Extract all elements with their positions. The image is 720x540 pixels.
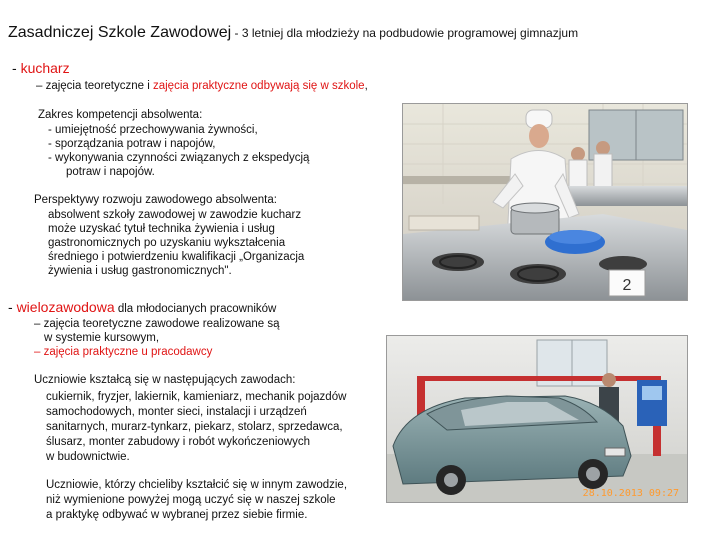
zawody-heading: Uczniowie kształcą się w następujących zawodach: <box>34 374 296 386</box>
zawody-line: cukiernik, fryzjer, lakiernik, kamieniarz, mechanik pojazdów <box>46 391 347 403</box>
perspektywy-heading: Perspektywy rozwoju zawodowego absolwenta: <box>34 194 277 206</box>
title-main: Zasadniczej Szkole Zawodowej <box>8 24 232 41</box>
title-sub: - 3 letniej dla młodzieży na podbudowie programowej gimnazjum <box>231 26 579 40</box>
kompetencje-item: - sporządzania potraw i napojów, <box>48 138 216 150</box>
inny-zawod-line: niż wymienione powyżej mogą uczyć się w naszej szkole <box>46 494 336 506</box>
zawody-line: ślusarz, monter zabudowy i robót wykończeniowych <box>46 436 310 448</box>
wielozawodowa-line: w systemie kursowym, <box>44 332 160 344</box>
kompetencje-item: potraw i napojów. <box>66 166 155 178</box>
garage-date-stamp: 28.10.2013 09:27 <box>582 488 679 499</box>
zawody-line: w budownictwie. <box>46 451 130 463</box>
kucharz-zajecia <box>36 79 368 94</box>
kucharz-name: kucharz <box>20 60 70 76</box>
wielozawodowa-line: – zajęcia praktyczne u pracodawcy <box>34 346 213 358</box>
perspektywy-item: może uzyskać tytuł technika żywienia i usług <box>48 223 275 235</box>
wielozawodowa-suffix: dla młodocianych pracowników <box>114 303 277 315</box>
kompetencje-item: - wykonywania czynności związanych z ekspedycją <box>48 152 310 164</box>
perspektywy-item: żywienia i usług gastronomicznych". <box>48 265 232 277</box>
perspektywy-item: średniego i potwierdzeniu kwalifikacji „Organizacja <box>48 251 305 263</box>
perspektywy-item: gastronomicznych po uzyskaniu wykształcenia <box>48 237 286 249</box>
zawody-line: sanitarnych, murarz-tynkarz, piekarz, stolarz, sprzedawca, <box>46 421 343 433</box>
kitchen-photo <box>402 103 688 301</box>
perspektywy-item: absolwent szkoły zawodowej w zawodzie kucharz <box>48 209 302 221</box>
kompetencje-heading: Zakres kompetencji absolwenta: <box>38 109 203 121</box>
kucharz-line-c: , <box>364 80 368 92</box>
wielozawodowa-heading <box>8 299 276 317</box>
kompetencje-item: - umiejętność przechowywania żywności, <box>48 124 258 136</box>
wielozawodowa-line: – zajęcia teoretyczne zawodowe realizowane są <box>34 318 280 330</box>
garage-photo <box>386 335 688 503</box>
wielozawodowa-name: wielozawodowa <box>16 299 115 315</box>
page-title <box>8 24 578 42</box>
inny-zawod-line: Uczniowie, którzy chcieliby kształcić się w innym zawodzie, <box>46 479 348 491</box>
kitchen-sign-number: 2 <box>622 277 632 294</box>
kitchen-illustration <box>403 104 687 300</box>
zawody-line: samochodowych, monter sieci, instalacji i urządzeń <box>46 406 307 418</box>
wielozawodowa-dash: - <box>8 299 17 315</box>
kucharz-heading <box>12 60 70 76</box>
garage-illustration <box>387 336 687 502</box>
inny-zawod-line: a praktykę odbywać w wybranej przez siebie firmie. <box>46 509 308 521</box>
kucharz-line-b: zajęcia praktyczne odbywają się w szkole <box>152 80 365 92</box>
kucharz-dash: - <box>12 60 21 76</box>
kucharz-line-a: – zajęcia teoretyczne i <box>36 80 153 92</box>
